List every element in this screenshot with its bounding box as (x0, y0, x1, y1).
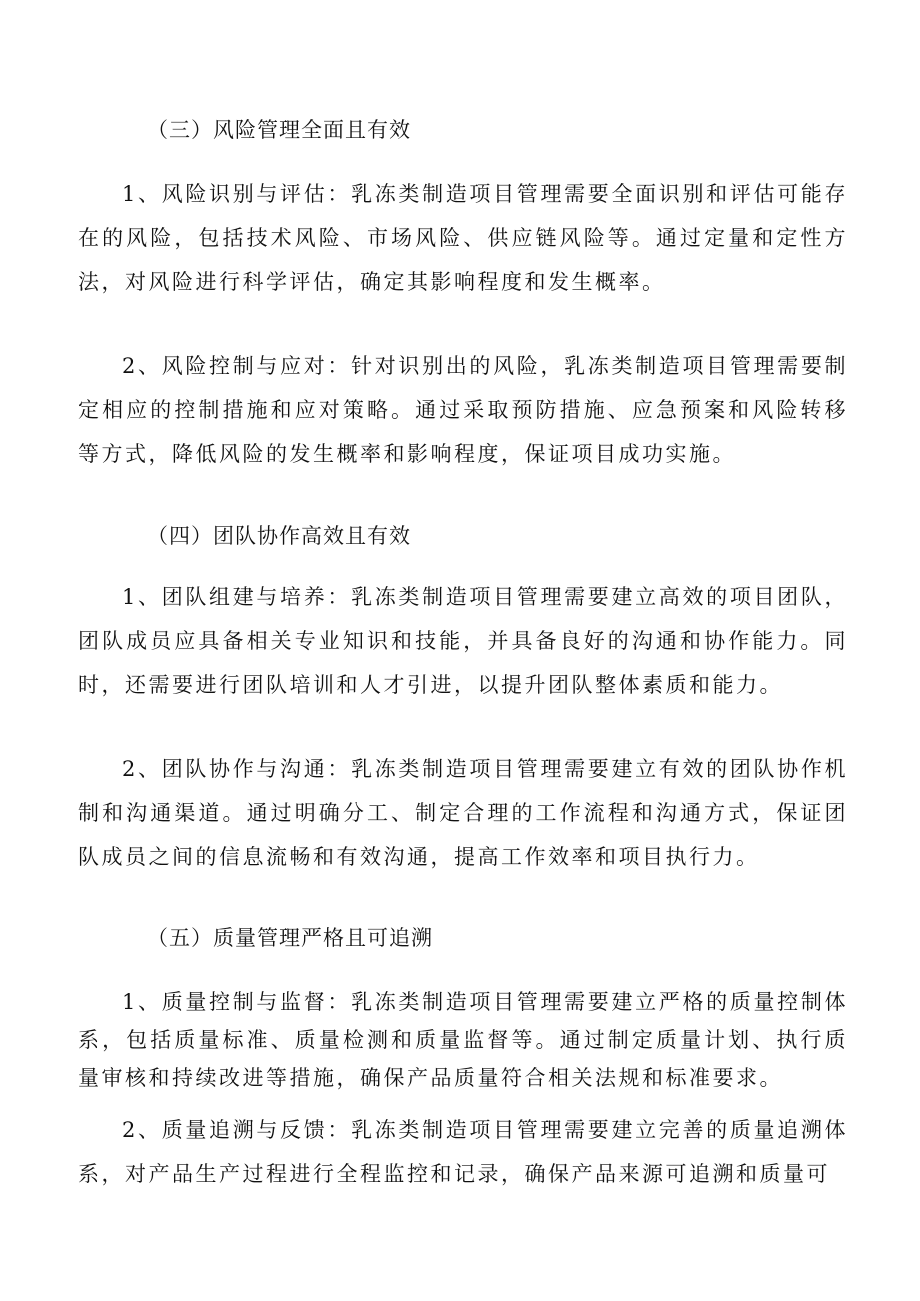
paragraph-team-collaboration: 2、团队协作与沟通：乳冻类制造项目管理需要建立有效的团队协作机制和沟通渠道。通过明确分工、制定合理的工作流程和沟通方式，保证团队成员之间的信息流畅和有效沟通，提高工作效率和项目执行力。 (78, 757, 848, 869)
section-heading-4: （四）团队协作高效且有效 (147, 524, 411, 548)
paragraph-risk-identification: 1、风险识别与评估：乳冻类制造项目管理需要全面识别和评估可能存在的风险，包括技术风险、市场风险、供应链风险等。通过定量和定性方法，对风险进行科学评估，确定其影响程度和发生概率。 (78, 182, 848, 294)
paragraph-quality-control: 1、质量控制与监督：乳冻类制造项目管理需要建立严格的质量控制体系，包括质量标准、质量检测和质量监督等。通过制定质量计划、执行质量审核和持续改进等措施，确保产品质量符合相关法规和标准要求。 (78, 990, 848, 1090)
paragraph-quality-traceability: 2、质量追溯与反馈：乳冻类制造项目管理需要建立完善的质量追溯体系，对产品生产过程进行全程监控和记录，确保产品来源可追溯和质量可 (78, 1118, 848, 1186)
paragraph-risk-control: 2、风险控制与应对：针对识别出的风险，乳冻类制造项目管理需要制定相应的控制措施和应对策略。通过采取预防措施、应急预案和风险转移等方式，降低风险的发生概率和影响程度，保证项目成功实施。 (78, 354, 848, 466)
section-heading-5: （五）质量管理严格且可追溯 (147, 926, 433, 950)
paragraph-team-building: 1、团队组建与培养：乳冻类制造项目管理需要建立高效的项目团队，团队成员应具备相关专业知识和技能，并具备良好的沟通和协作能力。同时，还需要进行团队培训和人才引进，以提升团队整体素质和能力。 (78, 585, 848, 697)
section-heading-3: （三）风险管理全面且有效 (147, 118, 411, 142)
